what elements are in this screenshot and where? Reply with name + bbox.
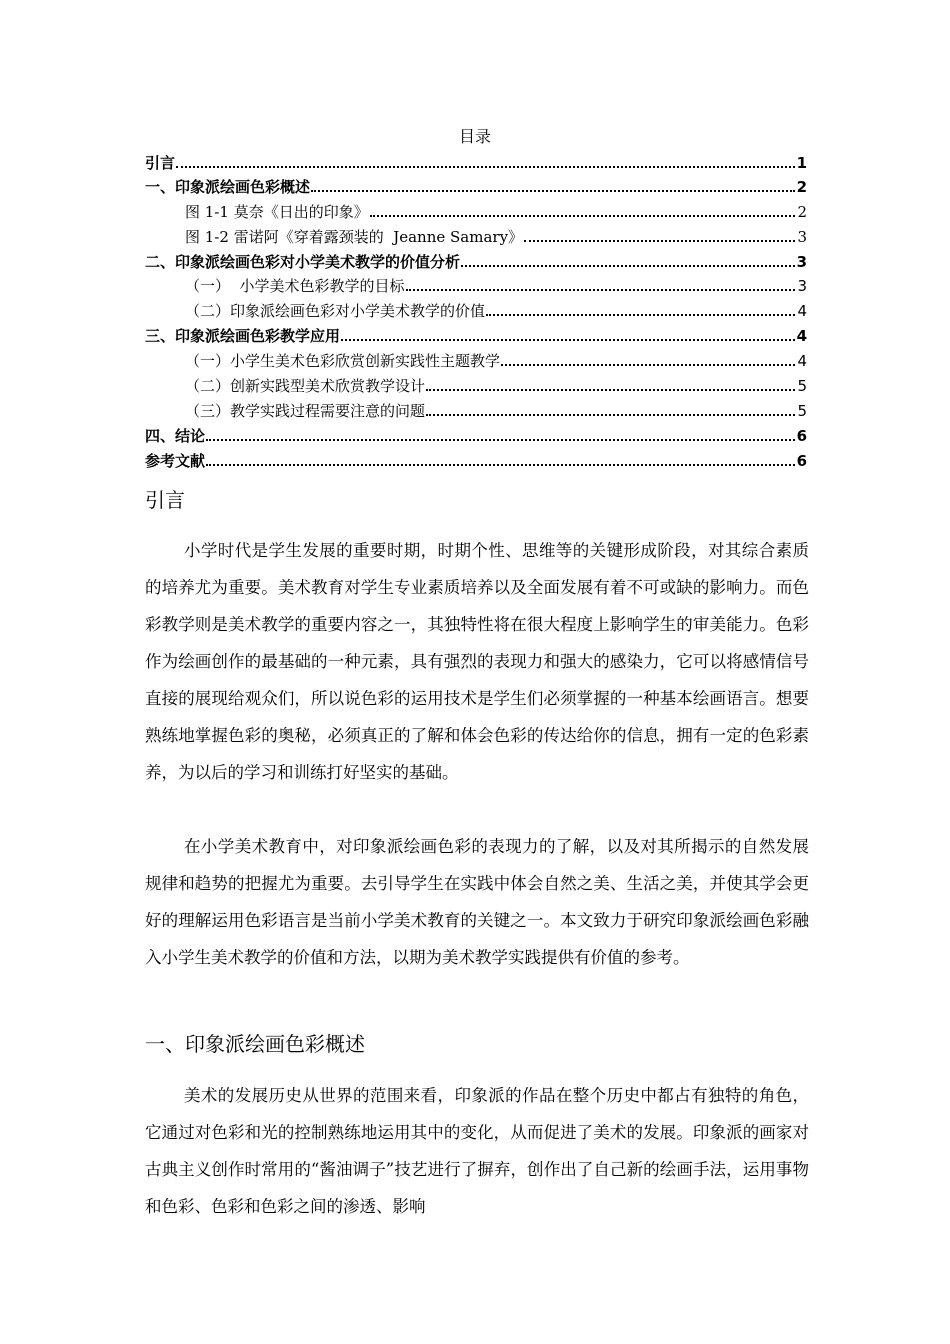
toc-leader-dots xyxy=(524,239,795,242)
toc-leader-dots xyxy=(501,363,795,366)
toc-leader-dots xyxy=(426,388,795,391)
intro-paragraph-1: 小学时代是学生发展的重要时期，时期个性、思维等的关键形成阶段，对其综合素质的培养尤为重要。美术教育对学生专业素质培养以及全面发展有着不可或缺的影响力。而色彩教学则是美术教学的重要内容之一，其独特性将在很大程度上影响学生的审美能力。色彩作为绘画创作的最基础的一种元素，具有强烈的表现力和强大的感染力，它可以将感情信号直接的展现给观众们，所以说色彩的运用技术是学生们必须掌握的一种基本绘画语言。想要熟练地掌握色彩的奥秘，必须真正的了解和体会色彩的传达给你的信息，拥有一定的色彩素养，为以后的学习和训练打好坚实的基础。 xyxy=(145,541,809,782)
toc-entry-section3-2[interactable] xyxy=(145,375,807,397)
toc-entry-text: 三、印象派绘画色彩教学应用 xyxy=(145,327,341,345)
toc-leader-dots xyxy=(206,463,795,466)
toc-entry-text: 二、印象派绘画色彩对小学美术教学的价值分析 xyxy=(145,253,461,271)
toc-leader-dots xyxy=(370,214,796,217)
toc-entry-page: 3 xyxy=(797,228,807,246)
toc-entry-text: 四、结论 xyxy=(145,427,206,445)
toc-leader-dots xyxy=(176,165,795,168)
toc-leader-dots xyxy=(426,413,795,416)
toc-entry-section3-3[interactable] xyxy=(145,400,807,422)
toc-leader-dots xyxy=(206,438,795,441)
toc-leader-dots xyxy=(341,338,795,341)
toc-leader-dots xyxy=(486,313,795,316)
toc-entry-section1[interactable] xyxy=(145,176,807,198)
toc-entry-text: （一）小学生美术色彩欣赏创新实践性主题教学 xyxy=(185,352,501,370)
toc-entry-page: 2 xyxy=(797,203,807,221)
toc-entry-page: 5 xyxy=(797,377,807,395)
toc-leader-dots xyxy=(406,288,796,291)
toc-entry-page: 6 xyxy=(796,427,807,445)
toc-entry-page: 1 xyxy=(796,154,807,172)
toc-leader-dots xyxy=(461,264,795,267)
toc-entry-references[interactable] xyxy=(145,450,807,472)
toc-entry-page: 3 xyxy=(796,253,807,271)
toc-entry-section3-1[interactable] xyxy=(145,350,807,372)
toc-entry-page: 3 xyxy=(797,277,807,295)
toc-entry-text: （一） 小学美术色彩教学的目标 xyxy=(185,277,405,295)
toc-entry-text: 一、印象派绘画色彩概述 xyxy=(145,178,311,196)
toc-entry-text: （二）印象派绘画色彩对小学美术教学的价值 xyxy=(185,302,486,320)
toc-entry-text: （三）教学实践过程需要注意的问题 xyxy=(185,402,426,420)
toc-entry-page: 4 xyxy=(796,327,807,345)
toc-entry-text: 参考文献 xyxy=(145,452,206,470)
toc-entry-text: 图 1-2 雷诺阿《穿着露颈装的 Jeanne Samary》 xyxy=(185,228,524,246)
toc-entry-section3[interactable] xyxy=(145,325,807,347)
toc-entry-figure-1-2[interactable] xyxy=(145,226,807,248)
section1-heading: 一、印象派绘画色彩概述 xyxy=(145,1032,365,1056)
toc-entry-text: （二）创新实践型美术欣赏教学设计 xyxy=(185,377,426,395)
toc-entry-page: 6 xyxy=(796,452,807,470)
toc-entry-text: 引言 xyxy=(145,154,176,172)
intro-heading: 引言 xyxy=(145,488,185,512)
toc-entry-section2-2[interactable] xyxy=(145,300,807,322)
toc-entry-figure-1-1[interactable] xyxy=(145,201,807,223)
toc-entry-intro[interactable] xyxy=(145,152,807,174)
section1-paragraph-1: 美术的发展历史从世界的范围来看，印象派的作品在整个历史中都占有独特的角色，它通过对色彩和光的控制熟练地运用其中的变化，从而促进了美术的发展。印象派的画家对古典主义创作时常用的“酱油调子”技艺进行了摒弃，创作出了自己新的绘画手法，运用事物和色彩、色彩和色彩之间的渗透、影响 xyxy=(145,1086,809,1216)
toc-entry-page: 5 xyxy=(797,402,807,420)
toc-title: 目录 xyxy=(458,127,491,146)
toc-entry-section2[interactable] xyxy=(145,251,807,273)
toc-entry-section4[interactable] xyxy=(145,425,807,447)
toc-entry-page: 2 xyxy=(796,178,807,196)
toc-entry-section2-1[interactable] xyxy=(145,275,807,297)
toc-entry-text: 图 1-1 莫奈《日出的印象》 xyxy=(185,203,369,221)
toc-leader-dots xyxy=(311,189,795,192)
toc-entry-page: 4 xyxy=(797,302,807,320)
toc-entry-page: 4 xyxy=(797,352,807,370)
intro-paragraph-2: 在小学美术教育中，对印象派绘画色彩的表现力的了解，以及对其所揭示的自然发展规律和趋势的把握尤为重要。去引导学生在实践中体会自然之美、生活之美，并使其学会更好的理解运用色彩语言是当前小学美术教育的关键之一。本文致力于研究印象派绘画色彩融入小学生美术教学的价值和方法，以期为美术教学实践提供有价值的参考。 xyxy=(145,837,809,967)
